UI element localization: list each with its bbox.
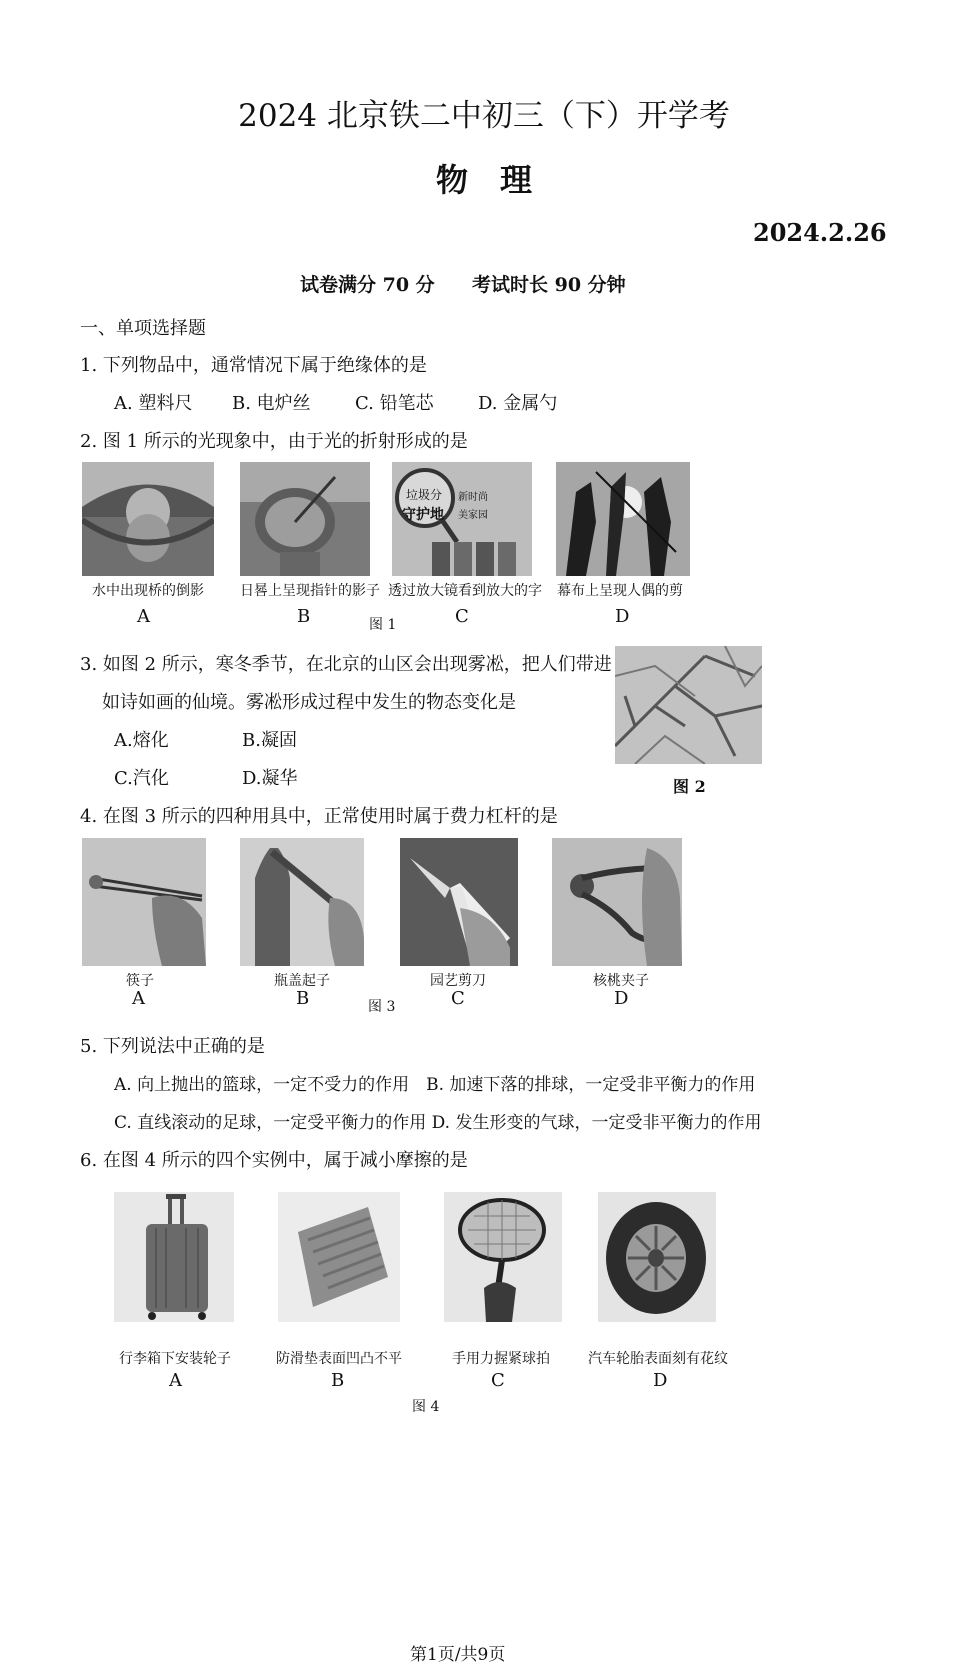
q2-stem: 2. 图 1 所示的光现象中，由于光的折射形成的是 — [80, 431, 468, 452]
exam-date: 2024.2.26 — [753, 218, 887, 247]
magnifier-image — [392, 462, 532, 576]
q3-option-d: D.凝华 — [242, 768, 298, 789]
q3-option-a: A.熔化 — [114, 730, 169, 751]
q1-option-b: B. 电炉丝 — [232, 393, 311, 414]
q2-letter-a: A — [137, 606, 150, 627]
q4-caption-d: 核桃夹子 — [593, 973, 649, 989]
figure-3-label: 图 3 — [368, 999, 396, 1015]
q2-letter-c: C — [455, 606, 469, 627]
q2-caption-c: 透过放大镜看到放大的字 — [388, 583, 542, 599]
subject-title: 物 理 — [435, 161, 532, 199]
bottle-opener-image — [240, 838, 364, 966]
q6-caption-b: 防滑垫表面凹凸不平 — [276, 1351, 402, 1367]
nutcracker-image — [552, 838, 682, 966]
q6-letter-a: A — [169, 1370, 182, 1391]
q3-stem-line2: 如诗如画的仙境。雾凇形成过程中发生的物态变化是 — [102, 692, 516, 713]
q2-letter-d: D — [615, 606, 630, 627]
q4-letter-d: D — [614, 988, 629, 1009]
q4-letter-c: C — [451, 988, 465, 1009]
q2-caption-b: 日晷上呈现指针的影子 — [240, 583, 380, 599]
q6-caption-d: 汽车轮胎表面刻有花纹 — [588, 1351, 728, 1367]
sign-text-4: 美家园 — [458, 510, 488, 521]
q6-letter-c: C — [491, 1370, 505, 1391]
sundial-image — [240, 462, 370, 576]
suitcase-image — [114, 1192, 234, 1322]
figure-1-label: 图 1 — [369, 617, 397, 633]
time-info: 考试时长 90 分钟 — [472, 274, 626, 296]
q2-letter-b: B — [297, 606, 311, 627]
q3-stem-line1: 3. 如图 2 所示，寒冬季节，在北京的山区会出现雾凇，把人们带进 — [80, 654, 612, 675]
figure-4-label: 图 4 — [412, 1399, 440, 1415]
q3-option-c: C.汽化 — [114, 768, 169, 789]
chopsticks-image — [82, 838, 206, 966]
sign-text-2: 守护地 — [402, 507, 444, 523]
q2-caption-a: 水中出现桥的倒影 — [92, 583, 204, 599]
q4-stem: 4. 在图 3 所示的四种用具中，正常使用时属于费力杠杆的是 — [80, 806, 558, 827]
q6-caption-c: 手用力握紧球拍 — [452, 1351, 550, 1367]
exam-title: 2024 北京铁二中初三（下）开学考 — [238, 98, 730, 134]
q1-option-a: A. 塑料尺 — [114, 393, 193, 414]
q6-caption-a: 行李箱下安装轮子 — [119, 1351, 231, 1367]
q4-caption-a: 筷子 — [126, 973, 154, 989]
q4-letter-a: A — [132, 988, 145, 1009]
q4-caption-c: 园艺剪刀 — [430, 973, 486, 989]
shadow-puppet-image — [556, 462, 690, 576]
garden-shears-image — [400, 838, 518, 966]
q1-option-c: C. 铅笔芯 — [355, 393, 434, 414]
q5-options-line2: C. 直线滚动的足球，一定受平衡力的作用 D. 发生形变的气球，一定受非平衡力的作用 — [114, 1113, 762, 1133]
q1-option-d: D. 金属勺 — [478, 393, 558, 414]
q3-option-b: B.凝固 — [242, 730, 297, 751]
q6-stem: 6. 在图 4 所示的四个实例中，属于减小摩擦的是 — [80, 1150, 468, 1171]
q4-caption-b: 瓶盖起子 — [274, 973, 330, 989]
sign-text-3: 新时尚 — [458, 492, 488, 503]
tire-image — [598, 1192, 716, 1322]
q1-stem: 1. 下列物品中，通常情况下属于绝缘体的是 — [80, 355, 427, 376]
racket-image — [444, 1192, 562, 1322]
anti-slip-mat-image — [278, 1192, 400, 1322]
section-heading: 一、单项选择题 — [80, 318, 206, 339]
q2-caption-d: 幕布上呈现人偶的剪 — [557, 583, 683, 599]
score-info: 试卷满分 70 分 — [300, 274, 435, 296]
bridge-reflection-image — [82, 462, 214, 576]
rime-frost-image — [615, 646, 762, 764]
q6-letter-d: D — [653, 1370, 668, 1391]
q5-stem: 5. 下列说法中正确的是 — [80, 1036, 265, 1057]
figure-2-label: 图 2 — [673, 777, 706, 796]
sign-text-1: 垃圾分 — [406, 488, 443, 502]
q6-letter-b: B — [331, 1370, 345, 1391]
q5-options-line1: A. 向上抛出的篮球，一定不受力的作用 B. 加速下落的排球，一定受非平衡力的作用 — [114, 1075, 756, 1095]
q4-letter-b: B — [296, 988, 310, 1009]
page-number: 第1页/共9页 — [410, 1645, 506, 1665]
